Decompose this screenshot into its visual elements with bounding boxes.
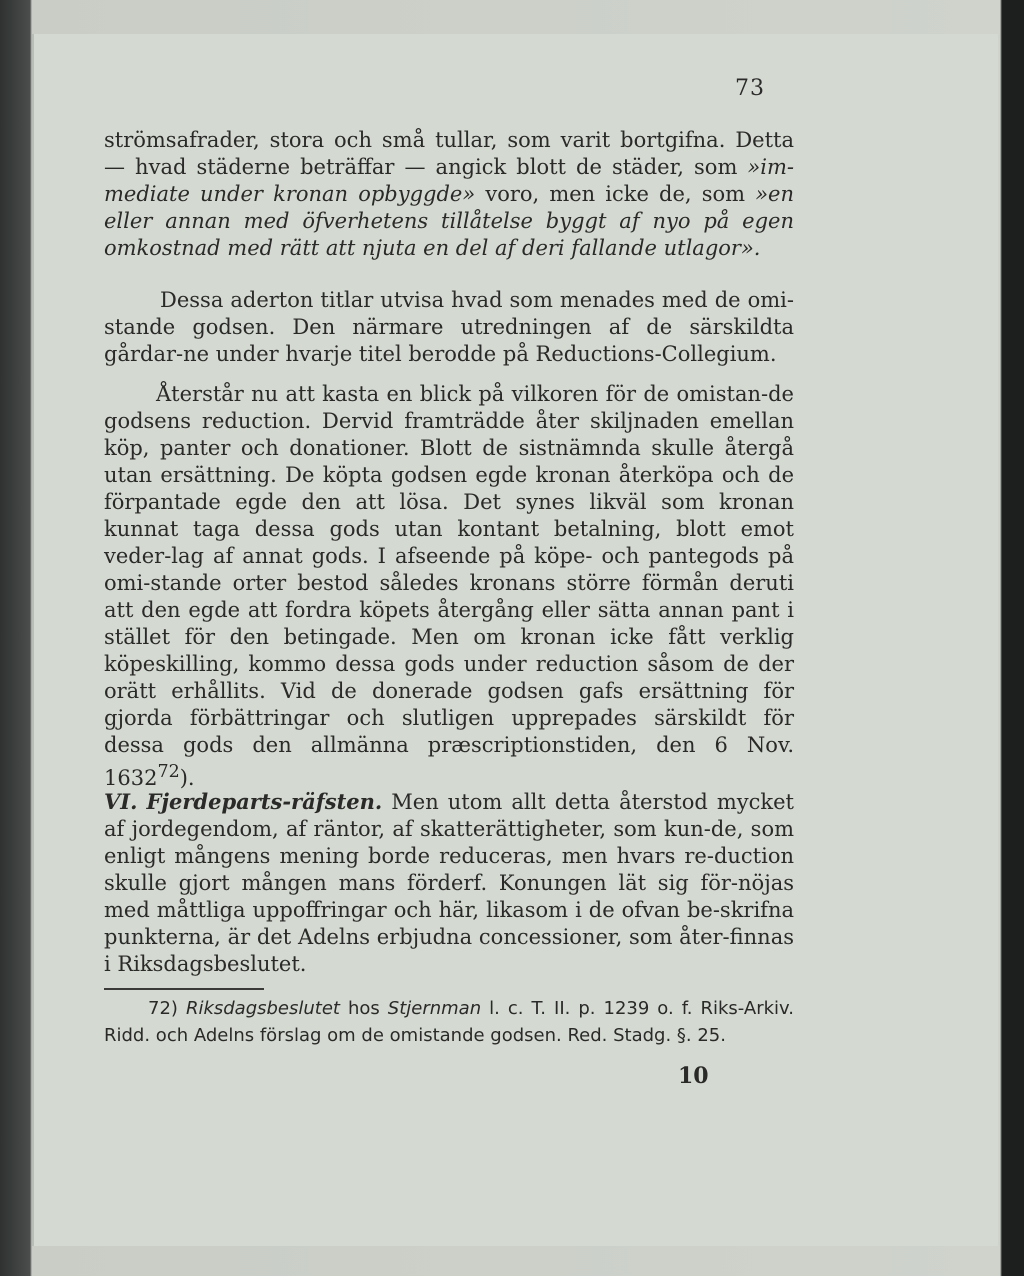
footnote-number: 72) bbox=[148, 998, 178, 1019]
signature-mark: 10 bbox=[678, 1063, 709, 1089]
footnote-text-a: hos bbox=[339, 998, 388, 1019]
page-number: 73 bbox=[735, 76, 765, 101]
paragraph-1-text-a: strömsafrader, stora och små tullar, som varit bortgifna. Detta — hvad städerne beträffar — angick blott de städer, som bbox=[104, 128, 794, 179]
paragraph-1-text-b: voro, men icke de, som bbox=[475, 182, 756, 206]
paragraph-1-quote-a: »im-mediate under kronan opbyggde» bbox=[104, 155, 794, 206]
footnote-source-2: Stjernman bbox=[387, 998, 482, 1019]
footnote-reference: 72 bbox=[157, 762, 180, 782]
footnote-source-1: Riksdagsbeslutet bbox=[185, 998, 340, 1019]
section-number: VI. bbox=[104, 789, 138, 814]
footnote bbox=[104, 995, 794, 1049]
paragraph-1 bbox=[104, 127, 794, 262]
paragraph-3-text: Återstår nu att kasta en blick på vilkoren för de omistan-de godsens reduction. Dervid framträdde åter skiljnaden emellan köp, panter och donationer. Blott de sistnämnda skulle återgå utan ersättning. De köpta godsen egde kronan återköpa och de förpantade egde den att lösa. Det synes likväl som kronan kunnat taga dessa gods utan kontant betalning, blott emot veder-lag af annat gods. I afseende på köpe- och pantegods på omi-stande orter bestod således kronans större förmån deruti att den egde att fordra köpets återgång eller sätta annan pant i stället för den betingade. Men om kronan icke fått verklig köpeskilling, kommo dessa gods under reduction såsom de der orätt erhållits. Vid de donerade godsen gafs ersättning för gjorda förbättringar och slutligen upprepades särskildt för dessa gods den allmänna præscriptionstiden, den 6 Nov. 1632 bbox=[104, 382, 794, 790]
section-vi-paragraph bbox=[104, 788, 794, 978]
section-title: Fjerdeparts-räfsten. bbox=[146, 789, 383, 814]
paragraph-3 bbox=[104, 381, 794, 792]
paragraph-2: Dessa aderton titlar utvisa hvad som menades med de omi-stande godsen. Den närmare utredningen af de särskildta gårdar-ne under hvarje titel berodde på Reductions-Collegium. bbox=[104, 288, 794, 366]
paragraph-3-end: ). bbox=[179, 766, 195, 790]
footnote-text-b: l. c. T. II. p. 1239 o. f. Riks-Arkiv. Ridd. och Adelns förslag om de omistande godsen. Red. Stadg. §. 25. bbox=[104, 998, 794, 1046]
section-vi-text: Men utom allt detta återstod mycket af jordegendom, af räntor, af skatterättigheter, som kun-de, som enligt mångens mening borde reduceras, men hvars re-duction skulle gjort mången mans förderf. Konungen lät sig för-nöjas med måttliga uppoffringar och här, likasom i de ofvan be-skrifna punkterna, är det Adelns erbjudna concessioner, som åter-finnas i Riksdagsbeslutet. bbox=[104, 790, 794, 976]
paragraph-1-quote-b: »en eller annan med öfverhetens tillåtelse byggt af nyo på egen omkostnad med rätt att njuta en del af deri fallande utlagor». bbox=[104, 182, 794, 260]
footnote-divider bbox=[104, 988, 264, 990]
